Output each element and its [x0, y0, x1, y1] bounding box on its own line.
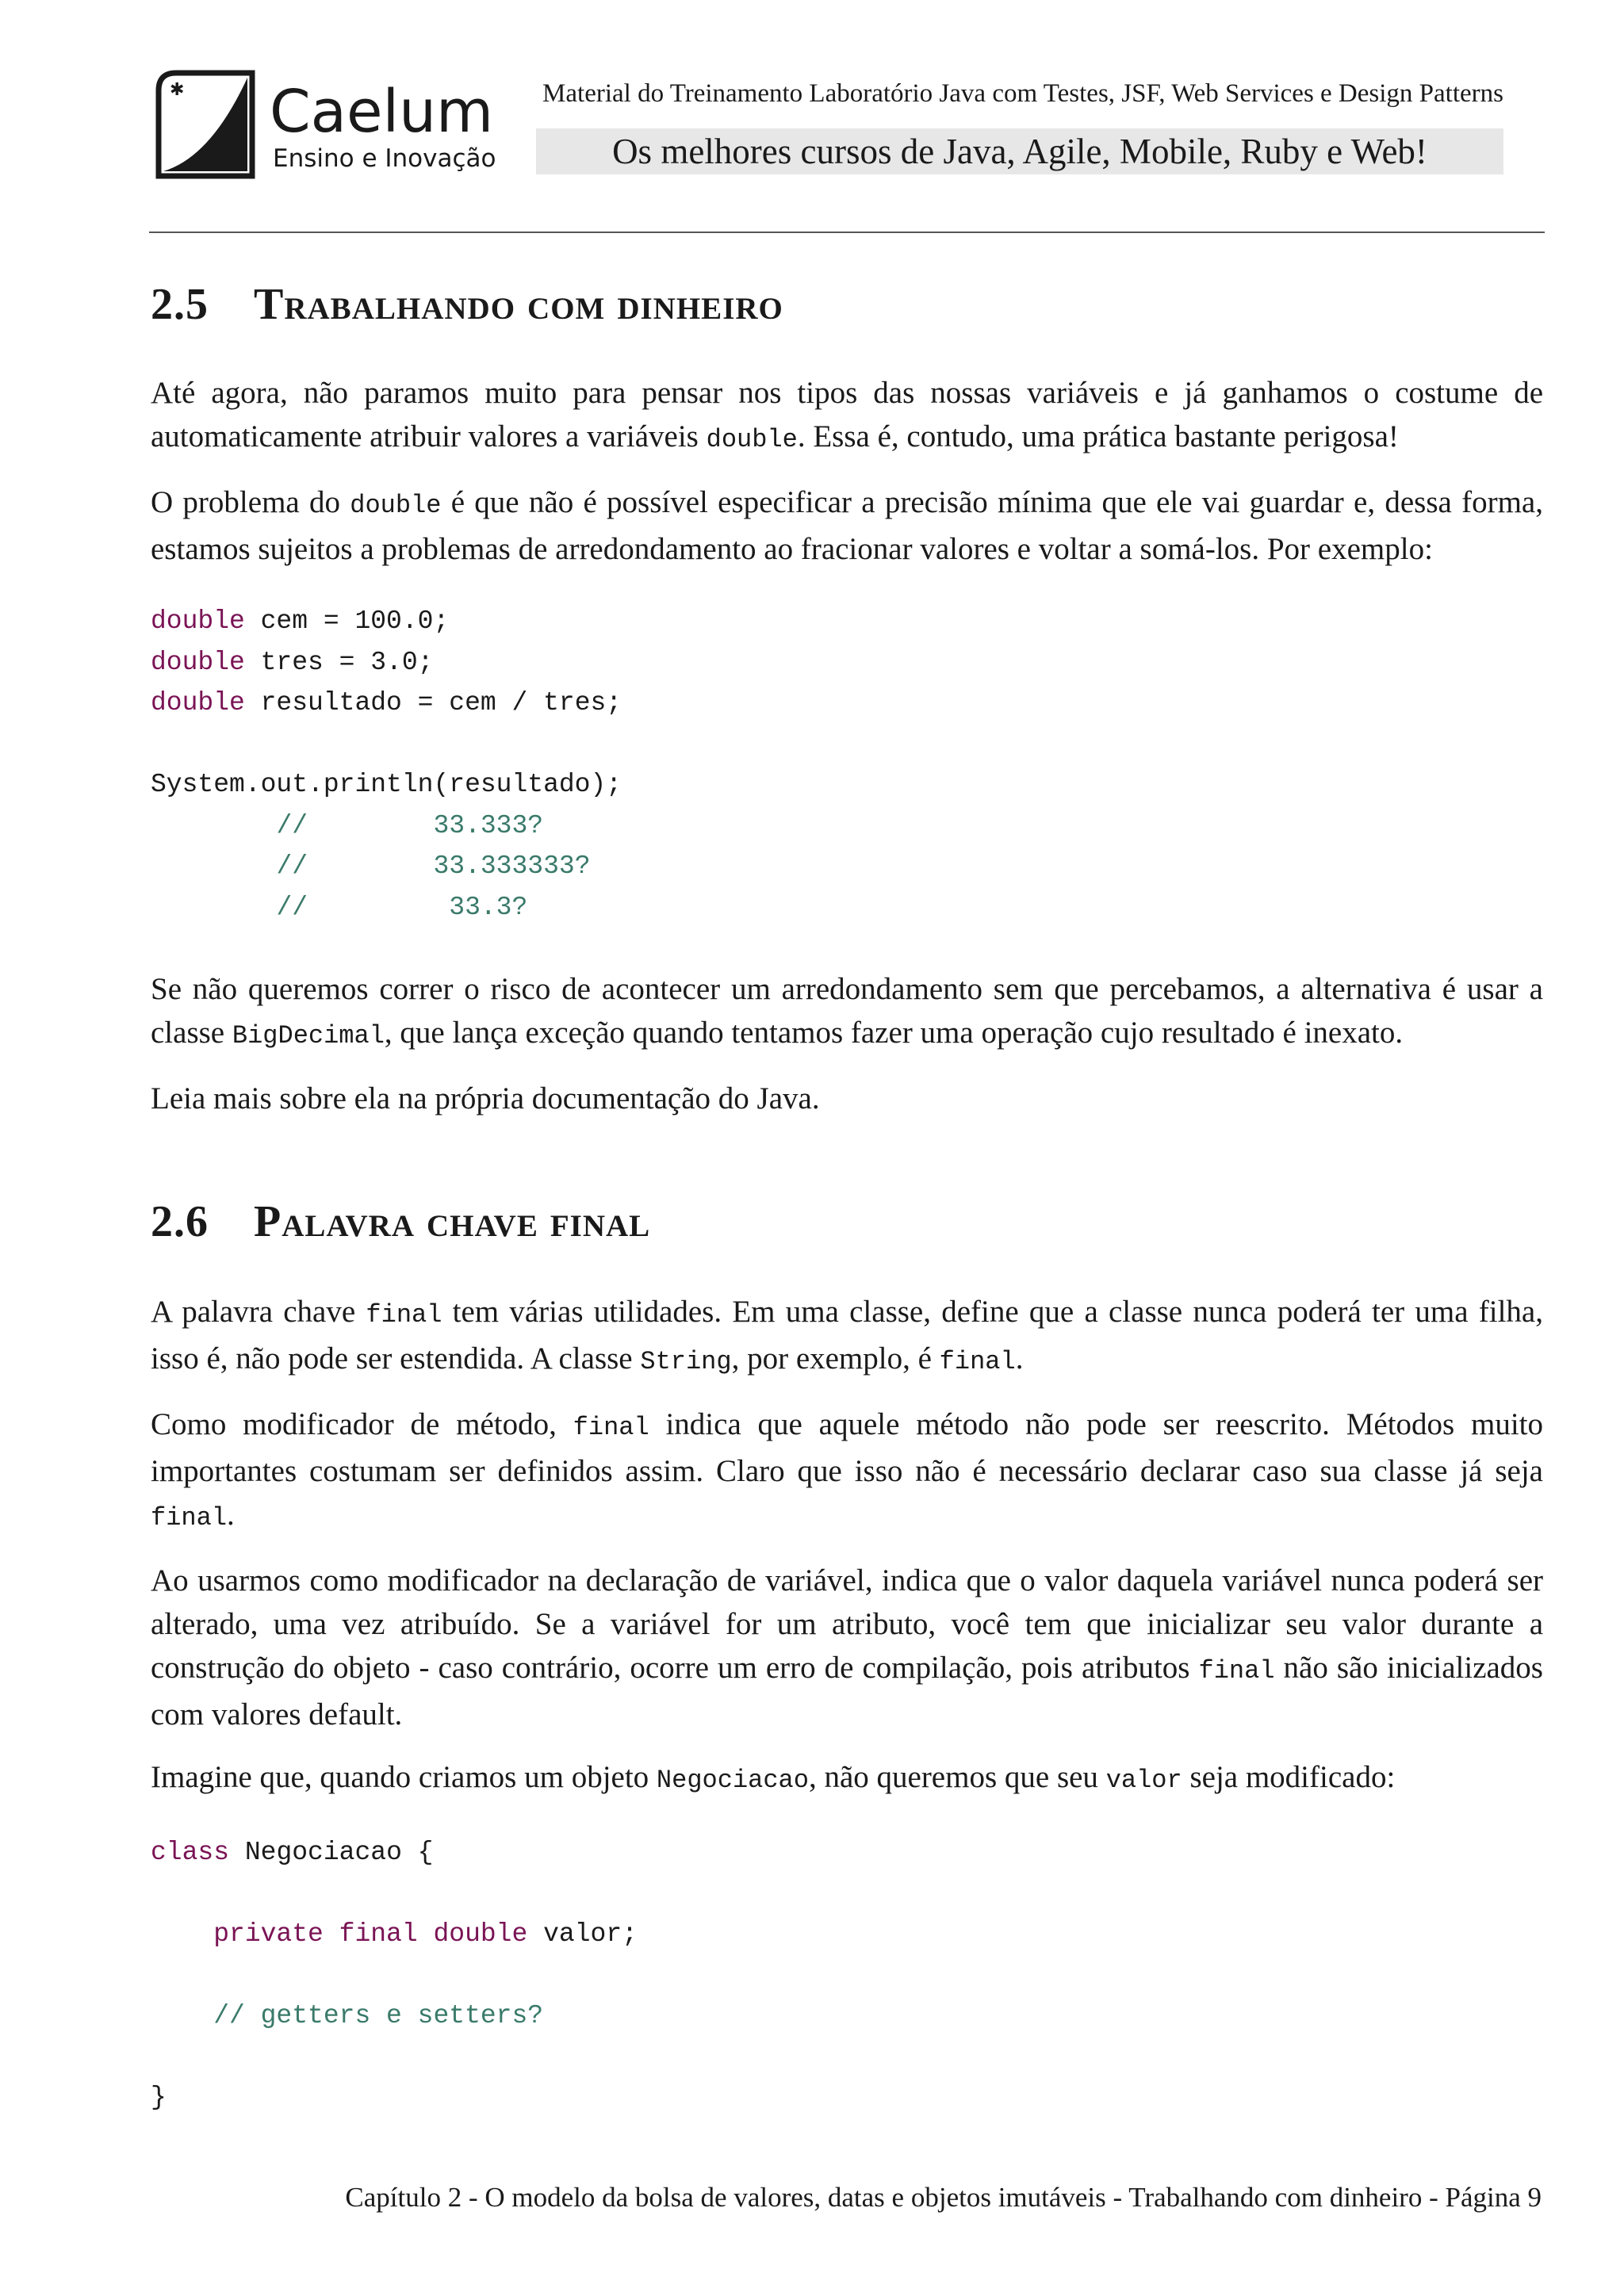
text-run: O problema do [151, 485, 350, 519]
code-line [151, 1873, 1543, 1915]
code-line [151, 724, 1543, 765]
text-run: Ao usarmos como modificador na declaração de variável, indica que o valor daquela variável nunca poderá ser alterado, uma vez atribuído. Se a variável for um atributo, você tem que inicializar seu valor durante a construção do objeto - caso contrário, ocorre um erro de compilação, pois atributos [151, 1563, 1543, 1685]
inline-code: Negociacao [656, 1766, 809, 1795]
inline-code: String [640, 1347, 732, 1376]
inline-code: valor [1105, 1766, 1182, 1795]
text-run: . [227, 1498, 235, 1532]
paragraph [151, 1755, 1543, 1802]
text-run: é que não é possível especificar a precisão mínima que ele vai guardar e, dessa forma, estamos sujeitos a problemas de arredondamento ao fracionar valores e voltar a somá-los. Por exemplo: [151, 485, 1543, 566]
code-line [151, 887, 1543, 928]
paragraph [151, 1402, 1543, 1540]
code-keyword: double [151, 647, 245, 677]
code-line [151, 683, 1543, 724]
paragraph [151, 1290, 1543, 1383]
inline-code: BigDecimal [232, 1021, 385, 1050]
text-run: Leia mais sobre ela na própria documentação do Java. [151, 1081, 820, 1115]
paragraph [151, 480, 1543, 571]
svg-text:✱: ✱ [170, 80, 185, 100]
code-comment: // 33.3? [276, 892, 528, 922]
main-content [151, 279, 1543, 2158]
header-divider [149, 232, 1545, 233]
code-line [151, 642, 1543, 683]
text-run: Até agora, não paramos muito para pensar nos tipos das nossas variáveis e já ganhamos o costume de automaticamente atribuir valores a variáveis [151, 376, 1543, 453]
inline-code: double [706, 425, 798, 454]
code-text [151, 2001, 213, 2030]
caelum-logo [155, 70, 498, 179]
code-text: Negociacao { [229, 1838, 434, 1867]
code-line [151, 1832, 1543, 1873]
logo-tagline: Ensino e Inovação [273, 144, 496, 173]
code-text: tres = 3.0; [244, 647, 434, 677]
paragraph [151, 1559, 1543, 1736]
banner-text: Os melhores cursos de Java, Agile, Mobile, Ruby e Web! [612, 132, 1427, 171]
inline-code: final [366, 1300, 442, 1330]
section-number: 2.6 [151, 1197, 209, 1246]
code-text: resultado = cem / tres; [244, 688, 622, 718]
code-line [151, 846, 1543, 887]
code-comment: // 33.333? [276, 810, 544, 840]
code-text: } [151, 2083, 167, 2112]
text-run: Imagine que, quando criamos um objeto [151, 1760, 657, 1794]
code-line [151, 1914, 1543, 1955]
code-line [151, 806, 1543, 847]
code-text: System.out.println(resultado); [151, 770, 622, 799]
code-text: cem = 100.0; [244, 607, 450, 636]
code-line [151, 1996, 1543, 2037]
inline-code: final [939, 1347, 1016, 1376]
text-run: não são inicializados com valores default. [151, 1651, 1543, 1732]
inline-code: final [573, 1413, 649, 1442]
text-run: tem várias utilidades. Em uma classe, define que a classe nunca poderá ter uma filha, isso é, não pode ser estendida. A classe [151, 1295, 1543, 1376]
code-keyword: double [151, 688, 245, 718]
text-run: , que lança exceção quando tentamos fazer uma operação cujo resultado é inexato. [384, 1016, 1404, 1050]
code-text [151, 1919, 213, 1949]
code-text [151, 811, 276, 840]
text-run: Como modificador de método, [151, 1407, 573, 1441]
section-title: Palavra chave final [254, 1197, 651, 1246]
code-text [151, 893, 276, 922]
inline-code: final [151, 1503, 228, 1533]
code-block [151, 601, 1543, 928]
section-heading [151, 279, 1543, 330]
paragraph [151, 371, 1543, 461]
code-comment: // getters e setters? [213, 2001, 544, 2030]
paragraph [151, 1077, 1543, 1120]
text-run: indica que aquele método não pode ser reescrito. Métodos muito importantes costumam ser definidos assim. Claro que isso não é necessário declarar caso sua classe já seja [151, 1407, 1544, 1488]
text-run: seja modificado: [1182, 1760, 1396, 1794]
code-line [151, 601, 1543, 642]
code-text [151, 851, 276, 881]
code-keyword: double [151, 607, 245, 636]
code-line [151, 2037, 1543, 2078]
inline-code: final [1198, 1656, 1275, 1686]
code-keyword: class [151, 1838, 230, 1867]
code-line [151, 764, 1543, 806]
code-block [151, 1832, 1543, 2118]
code-line [151, 2077, 1543, 2118]
code-line [151, 1955, 1543, 1996]
text-run: , não queremos que seu [808, 1760, 1106, 1794]
page-footer: Capítulo 2 - O modelo da bolsa de valores, datas e objetos imutáveis - Trabalhando com dinheiro - Página 9 [345, 2182, 1542, 2213]
text-run: . [1015, 1341, 1024, 1376]
section-number: 2.5 [151, 280, 209, 329]
inline-code: double [350, 491, 442, 520]
text-run: A palavra chave [151, 1295, 366, 1329]
text-run: . Essa é, contudo, uma prática bastante perigosa! [797, 419, 1399, 453]
text-run: , por exemplo, é [731, 1341, 940, 1376]
code-text: valor; [527, 1919, 638, 1949]
section-title: Trabalhando com dinheiro [254, 280, 783, 329]
paragraph [151, 967, 1543, 1058]
code-comment: // 33.333333? [276, 851, 591, 881]
section-heading [151, 1196, 1543, 1247]
course-title: Material do Treinamento Laboratório Java com Testes, JSF, Web Services e Design Patterns [542, 79, 1503, 108]
code-keyword: private final double [213, 1919, 528, 1949]
text-run: Se não queremos correr o risco de acontecer um arredondamento sem que percebamos, a alternativa é usar a classe [151, 972, 1543, 1050]
logo-name: Caelum [270, 78, 494, 146]
header-banner [536, 128, 1503, 174]
